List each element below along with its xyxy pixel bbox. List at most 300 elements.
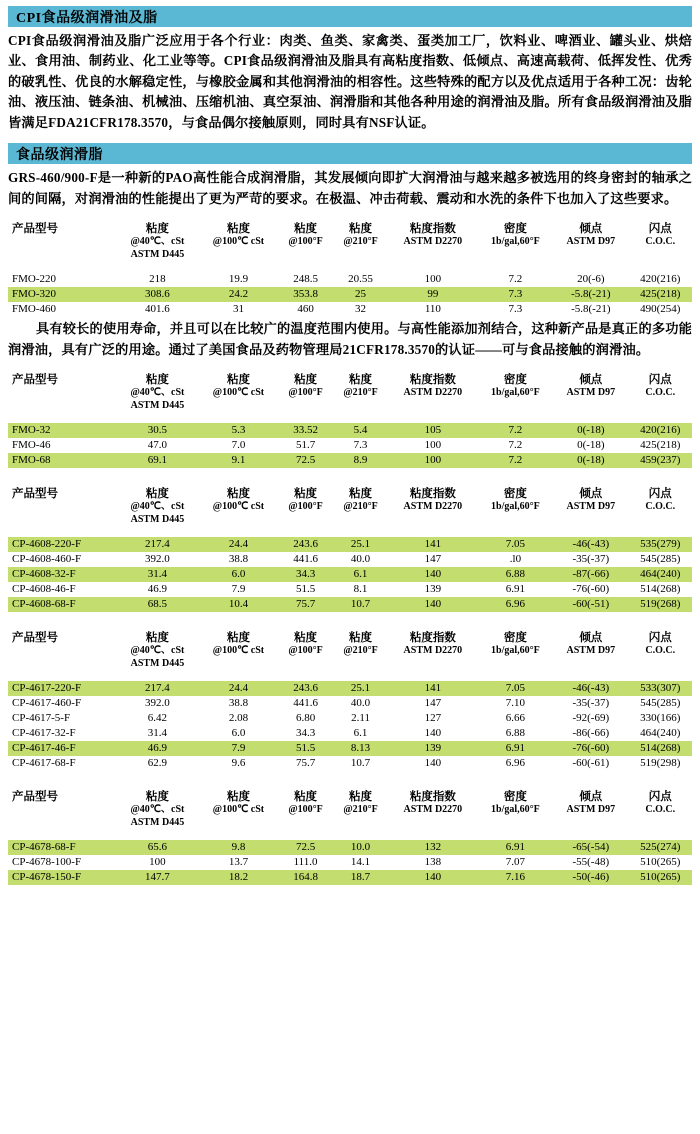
col-header-pour-sub: ASTM D97 [566,804,616,816]
cell-visc100c: 9.1 [231,454,246,467]
cell-flash: 510(265) [640,856,681,869]
cell-pour: -5.8(-21) [571,303,611,316]
col-header-flash-sub: C.O.C. [645,645,676,657]
col-header-visc100c-sub: @100℃ cSt [212,804,265,816]
table-body [8,671,692,771]
col-header-density [478,219,553,262]
col-header-visc100f-sub: @100°F [288,804,323,816]
cell-model: FMO-46 [12,439,51,452]
cell-model: CP-4608-32-F [12,568,76,581]
spec-table-cp-4608 [8,484,692,612]
table-row [8,552,692,567]
cell-visc40: 217.4 [145,682,170,695]
cell-model: CP-4678-100-F [12,856,82,869]
cell-visc40: 6.42 [147,712,168,725]
section-title-text: 食品级润滑脂 [16,148,103,164]
col-header-flash-sub: C.O.C. [645,804,676,816]
col-header-model: 产品型号 [12,374,58,387]
cell-density: 7.3 [508,288,523,301]
cell-visc40: 218 [149,273,166,286]
col-header-visc100c-main: 粘度 [226,488,250,501]
spec-table-fmo-220 [8,219,692,317]
cell-visc210f: 40.0 [350,553,371,566]
cell-visc40: 46.9 [147,583,168,596]
col-header-visc100c-sub: @100℃ cSt [212,501,265,513]
cell-visc40: 68.5 [147,598,168,611]
spec-table-cp-4617 [8,628,692,771]
col-header-vi-main: 粘度指数 [409,791,456,804]
table-spacer [8,413,692,423]
cell-visc40: 392.0 [145,553,170,566]
section-title-bar [8,6,692,27]
cell-density: 7.2 [508,424,523,437]
cell-density: 6.88 [505,727,526,740]
col-header-model: 产品型号 [12,488,58,501]
col-header-visc40-main: 粘度 [145,632,169,645]
col-header-visc210f-sub: @210°F [343,236,378,248]
cell-model: CP-4617-460-F [12,697,82,710]
cell-visc100c: 10.4 [228,598,249,611]
table-row [8,756,692,771]
cell-model: CP-4617-220-F [12,682,82,695]
cell-vi: 99 [427,288,439,301]
cell-density: 6.91 [505,742,526,755]
cell-density: 6.91 [505,583,526,596]
cell-vi: 127 [424,712,442,725]
cell-vi: 141 [424,538,442,551]
cell-pour: -60(-51) [572,598,610,611]
col-header-visc210f [333,484,388,527]
cell-visc100c: 9.6 [231,757,246,770]
col-header-density-sub: 1b/gal,60°F [491,804,540,816]
spec-table-fmo-32 [8,370,692,468]
cell-flash: 490(254) [640,303,681,316]
cell-visc210f: 5.4 [353,424,368,437]
cell-vi: 139 [424,742,442,755]
cell-pour: -5.8(-21) [571,288,611,301]
col-header-pour [553,628,628,671]
cell-density: 7.2 [508,454,523,467]
col-header-visc40-sub: @40℃、cSt [130,236,185,248]
col-header-visc100f-sub: @100°F [288,645,323,657]
section-title-bar [8,143,692,164]
col-header-visc210f [333,370,388,413]
cell-model: CP-4617-32-F [12,727,76,740]
cell-pour: -55(-48) [572,856,610,869]
cell-pour: -50(-46) [572,871,610,884]
table-body [8,830,692,885]
col-header-flash [628,628,692,671]
cell-vi: 100 [424,454,442,467]
cell-pour: -46(-43) [572,682,610,695]
cell-visc100f: 33.52 [293,424,318,437]
cell-density: 7.10 [505,697,526,710]
cell-flash: 510(265) [640,871,681,884]
cell-visc40: 31.4 [147,727,168,740]
cell-pour: -87(-66) [572,568,610,581]
cell-visc100c: 24.4 [228,682,249,695]
col-header-visc100c-sub: @100℃ cSt [212,387,265,399]
cell-visc40: 401.6 [145,303,170,316]
cell-density: 7.16 [505,871,526,884]
table-gap [8,614,692,628]
col-header-density-sub: 1b/gal,60°F [491,387,540,399]
col-header-pour-sub: ASTM D97 [566,387,616,399]
table-body [8,413,692,468]
cell-visc210f: 32 [355,303,367,316]
cell-model: CP-4608-68-F [12,598,76,611]
cell-visc210f: 40.0 [350,697,371,710]
col-header-flash-main: 闪点 [648,223,672,236]
col-header-model: 产品型号 [12,223,58,236]
col-header-pour [553,219,628,262]
cell-visc100f: 72.5 [295,841,316,854]
cell-visc100c: 2.08 [228,712,249,725]
cell-visc100c: 31 [232,303,244,316]
table-row [8,438,692,453]
cell-flash: 330(166) [640,712,681,725]
col-header-visc100f-sub: @100°F [288,236,323,248]
col-header-visc40-sub2: ASTM D445 [130,513,185,525]
cell-flash: 514(268) [640,583,681,596]
col-header-vi-sub: ASTM D2270 [403,645,463,657]
cell-visc40: 31.4 [147,568,168,581]
col-header-visc210f-sub: @210°F [343,501,378,513]
col-header-flash-sub: C.O.C. [645,387,676,399]
table-gap [8,470,692,484]
cell-visc210f: 25.1 [350,538,371,551]
cell-visc100c: 9.8 [231,841,246,854]
table-body [8,262,692,317]
table-gap [8,773,692,787]
col-header-visc40-sub: @40℃、cSt [130,387,185,399]
col-header-visc40-sub2: ASTM D445 [130,248,185,260]
mid-paragraph: 具有较长的使用寿命，并且可以在比较广的温度范围内使用。与高性能添加剂结合，这种新产品是真正的多功能润滑油，具有广泛的用途。通过了美国食品及药物管理局21CFR178.3570的认证——可与食品接触的润滑油。 [8,321,692,357]
col-header-visc100f [278,370,333,413]
col-header-visc100f-main: 粘度 [294,488,318,501]
table-row [8,272,692,287]
cell-visc40: 217.4 [145,538,170,551]
col-header-visc210f [333,787,388,830]
col-header-visc100f-main: 粘度 [294,223,318,236]
cell-model: CP-4608-46-F [12,583,76,596]
col-header-visc40 [116,787,199,830]
col-header-visc210f-main: 粘度 [349,632,373,645]
col-header-visc100f [278,787,333,830]
cell-vi: 132 [424,841,442,854]
cell-visc210f: 6.1 [353,568,368,581]
cell-vi: 141 [424,682,442,695]
cell-vi: 110 [424,303,441,316]
table-spacer [8,527,692,537]
col-header-visc100f-sub: @100°F [288,387,323,399]
cell-visc40: 30.5 [147,424,168,437]
col-header-flash [628,219,692,262]
cell-visc100c: 18.2 [228,871,249,884]
col-header-vi [388,787,478,830]
col-header-flash-main: 闪点 [648,374,672,387]
cell-pour: 0(-18) [577,439,605,452]
cell-visc210f: 25 [355,288,367,301]
col-header-visc40-sub: @40℃、cSt [130,501,185,513]
col-header-vi-sub: ASTM D2270 [403,501,463,513]
col-header-pour-sub: ASTM D97 [566,645,616,657]
cell-visc100c: 24.4 [228,538,249,551]
col-header-pour-main: 倾点 [579,632,603,645]
col-header-visc100c-main: 粘度 [226,632,250,645]
cell-visc100c: 7.9 [231,583,246,596]
cell-visc100f: 51.7 [295,439,316,452]
col-header-pour-sub: ASTM D97 [566,501,616,513]
cell-pour: -35(-37) [572,697,610,710]
cell-visc100f: 441.6 [293,697,318,710]
table-spacer [8,671,692,681]
cell-visc100c: 7.0 [231,439,246,452]
col-header-visc40-main: 粘度 [145,791,169,804]
col-header-vi [388,628,478,671]
col-header-visc210f-main: 粘度 [349,791,373,804]
col-header-visc210f-main: 粘度 [349,488,373,501]
col-header-visc40-main: 粘度 [145,374,169,387]
col-header-vi-sub: ASTM D2270 [403,804,463,816]
col-header-pour-sub: ASTM D97 [566,236,616,248]
col-header-density [478,370,553,413]
col-header-visc100c [199,219,278,262]
cell-visc100c: 6.0 [231,568,246,581]
cell-flash: 533(307) [640,682,681,695]
cell-visc210f: 10.7 [350,757,371,770]
cell-flash: 420(216) [640,273,681,286]
col-header-visc40-sub2: ASTM D445 [130,816,185,828]
cell-vi: 138 [424,856,442,869]
col-header-visc100c-main: 粘度 [226,223,250,236]
col-header-flash [628,370,692,413]
col-header-flash [628,484,692,527]
cell-flash: 514(268) [640,742,681,755]
cell-visc100c: 24.2 [228,288,249,301]
cell-visc100f: 460 [297,303,314,316]
cell-vi: 105 [424,424,442,437]
cell-visc210f: 18.7 [350,871,371,884]
col-header-visc40-sub: @40℃、cSt [130,645,185,657]
cell-flash: 464(240) [640,727,681,740]
cell-visc40: 47.0 [147,439,168,452]
cell-density: 7.05 [505,538,526,551]
col-header-visc210f [333,628,388,671]
cell-pour: -76(-60) [572,583,610,596]
col-header-flash-main: 闪点 [648,488,672,501]
cell-pour: -60(-61) [572,757,610,770]
cell-visc100f: 353.8 [293,288,318,301]
cell-visc100f: 6.80 [295,712,316,725]
cell-visc100c: 7.9 [231,742,246,755]
col-header-vi-main: 粘度指数 [409,488,456,501]
cell-visc100f: 51.5 [295,742,316,755]
cell-pour: -76(-60) [572,742,610,755]
cell-vi: 140 [424,757,442,770]
cell-visc100c: 19.9 [228,273,249,286]
cell-pour: 0(-18) [577,454,605,467]
cell-visc100c: 5.3 [231,424,246,437]
col-header-visc100c [199,787,278,830]
cell-model: CP-4678-68-F [12,841,76,854]
table-row [8,870,692,885]
col-header-visc100c-main: 粘度 [226,791,250,804]
cell-visc100f: 243.6 [293,538,318,551]
cell-visc210f: 7.3 [353,439,368,452]
col-header-visc40 [116,628,199,671]
col-header-vi-main: 粘度指数 [409,632,456,645]
cell-density: 6.91 [505,841,526,854]
col-header-flash-sub: C.O.C. [645,501,676,513]
cell-visc210f: 2.11 [351,712,370,725]
col-header-vi-sub: ASTM D2270 [403,236,463,248]
cell-visc210f: 8.1 [353,583,368,596]
cell-visc100f: 164.8 [293,871,318,884]
col-header-density [478,787,553,830]
col-header-visc100f-sub: @100°F [288,501,323,513]
col-header-visc40-main: 粘度 [145,223,169,236]
col-header-vi [388,484,478,527]
table-row [8,597,692,612]
col-header-model: 产品型号 [12,791,58,804]
cell-flash: 459(237) [640,454,681,467]
col-header-flash [628,787,692,830]
cell-vi: 100 [424,439,442,452]
cell-visc100f: 248.5 [293,273,318,286]
table-body [8,527,692,612]
cell-visc40: 147.7 [145,871,170,884]
col-header-pour [553,787,628,830]
table-row [8,681,692,696]
cell-visc210f: 8.9 [353,454,368,467]
table-row [8,741,692,756]
col-header-visc100c [199,484,278,527]
spec-table-cp-4678 [8,787,692,885]
col-header-visc100f [278,628,333,671]
cell-visc100f: 75.7 [295,757,316,770]
cell-model: FMO-320 [12,288,57,301]
table-row [8,453,692,468]
cell-density: .l0 [509,553,522,566]
cell-visc210f: 14.1 [350,856,371,869]
col-header-pour-main: 倾点 [579,374,603,387]
cell-pour: -86(-66) [572,727,610,740]
table-row [8,582,692,597]
col-header-density-main: 密度 [503,488,527,501]
cell-density: 6.96 [505,757,526,770]
cell-visc100f: 111.0 [293,856,318,869]
cell-vi: 100 [424,273,442,286]
table-row [8,567,692,582]
col-header-density-main: 密度 [503,374,527,387]
cell-visc40: 69.1 [147,454,168,467]
cell-density: 6.66 [505,712,526,725]
cell-vi: 147 [424,553,442,566]
cell-visc40: 65.6 [147,841,168,854]
cell-visc210f: 10.7 [350,598,371,611]
cell-flash: 525(274) [640,841,681,854]
col-header-visc210f-sub: @210°F [343,645,378,657]
cell-visc100f: 75.7 [295,598,316,611]
col-header-visc40-sub2: ASTM D445 [130,399,185,411]
col-header-visc40-sub2: ASTM D445 [130,657,185,669]
cell-pour: -92(-69) [572,712,610,725]
col-header-visc100f [278,484,333,527]
col-header-density [478,628,553,671]
cell-visc100c: 38.8 [228,553,249,566]
cell-visc210f: 8.13 [350,742,371,755]
cell-visc100f: 34.3 [295,568,316,581]
cell-density: 7.05 [505,682,526,695]
cell-visc210f: 6.1 [353,727,368,740]
table-row [8,855,692,870]
cell-visc40: 308.6 [145,288,170,301]
cell-visc40: 46.9 [147,742,168,755]
col-header-visc100f-main: 粘度 [294,791,318,804]
col-header-visc100f-main: 粘度 [294,632,318,645]
table-row [8,726,692,741]
col-header-visc40 [116,484,199,527]
col-header-pour [553,484,628,527]
col-header-visc100c-sub: @100℃ cSt [212,236,265,248]
cell-density: 7.3 [508,303,523,316]
col-header-density-sub: 1b/gal,60°F [491,501,540,513]
cell-flash: 535(279) [640,538,681,551]
section-header-grease [8,143,692,164]
col-header-visc40-sub: @40℃、cSt [130,804,185,816]
cell-vi: 139 [424,583,442,596]
col-header-visc100c-sub: @100℃ cSt [212,645,265,657]
cell-model: CP-4617-68-F [12,757,76,770]
col-header-density-main: 密度 [503,791,527,804]
cell-vi: 147 [424,697,442,710]
col-header-flash-main: 闪点 [648,791,672,804]
col-header-visc100c-main: 粘度 [226,374,250,387]
col-header-density-main: 密度 [503,223,527,236]
cell-model: CP-4617-46-F [12,742,76,755]
cell-pour: 0(-18) [577,424,605,437]
cell-vi: 140 [424,727,442,740]
col-header-pour-main: 倾点 [579,791,603,804]
cell-pour: 20(-6) [577,273,605,286]
cell-pour: -35(-37) [572,553,610,566]
cell-flash: 425(218) [640,439,681,452]
cell-density: 7.2 [508,273,523,286]
section-paragraph-grease: GRS-460/900-F是一种新的PAO高性能合成润滑脂，其发展倾向即扩大润滑油与越来越多被选用的终身密封的轴承之间的间隔，对润滑油的性能提出了更为严苛的要求。在极温、冲击荷载、震动和水洗的条件下也加入了这些要求。 [8,170,692,206]
col-header-flash-sub: C.O.C. [645,236,676,248]
col-header-flash-main: 闪点 [648,632,672,645]
section-paragraph-cpi: CPI食品级润滑油及脂广泛应用于各个行业：肉类、鱼类、家禽类、蛋类加工厂，饮料业、啤酒业、罐头业、烘焙业、食用油、制药业、化工业等等。CPI食品级润滑油及脂具有高粘度指数、低倾点、高速高载荷、低挥发性、优秀的破乳性、优良的水解稳定性，与橡胶金属和其他润滑油的相容性。这些特殊的配方以及优点适用于各种工况：齿轮油、液压油、链条油、机械油、压缩机油、真空泵油、润滑脂和其他各种用途的润滑油及脂。所有食品级润滑油及脂皆满足FDA21CFR178.3570，与食品偶尔接触原则，同时具有NSF认证。 [8,33,692,130]
cell-vi: 140 [424,568,442,581]
table-row [8,302,692,317]
col-header-visc40 [116,219,199,262]
col-header-density-sub: 1b/gal,60°F [491,645,540,657]
col-header-vi [388,219,478,262]
col-header-vi-main: 粘度指数 [409,374,456,387]
col-header-density-main: 密度 [503,632,527,645]
cell-visc100f: 34.3 [295,727,316,740]
cell-vi: 140 [424,871,442,884]
cell-visc100f: 441.6 [293,553,318,566]
col-header-model: 产品型号 [12,632,58,645]
cell-flash: 425(218) [640,288,681,301]
table-row [8,840,692,855]
col-header-visc210f-main: 粘度 [349,223,373,236]
col-header-visc210f-sub: @210°F [343,387,378,399]
cell-density: 6.88 [505,568,526,581]
cell-flash: 545(285) [640,697,681,710]
